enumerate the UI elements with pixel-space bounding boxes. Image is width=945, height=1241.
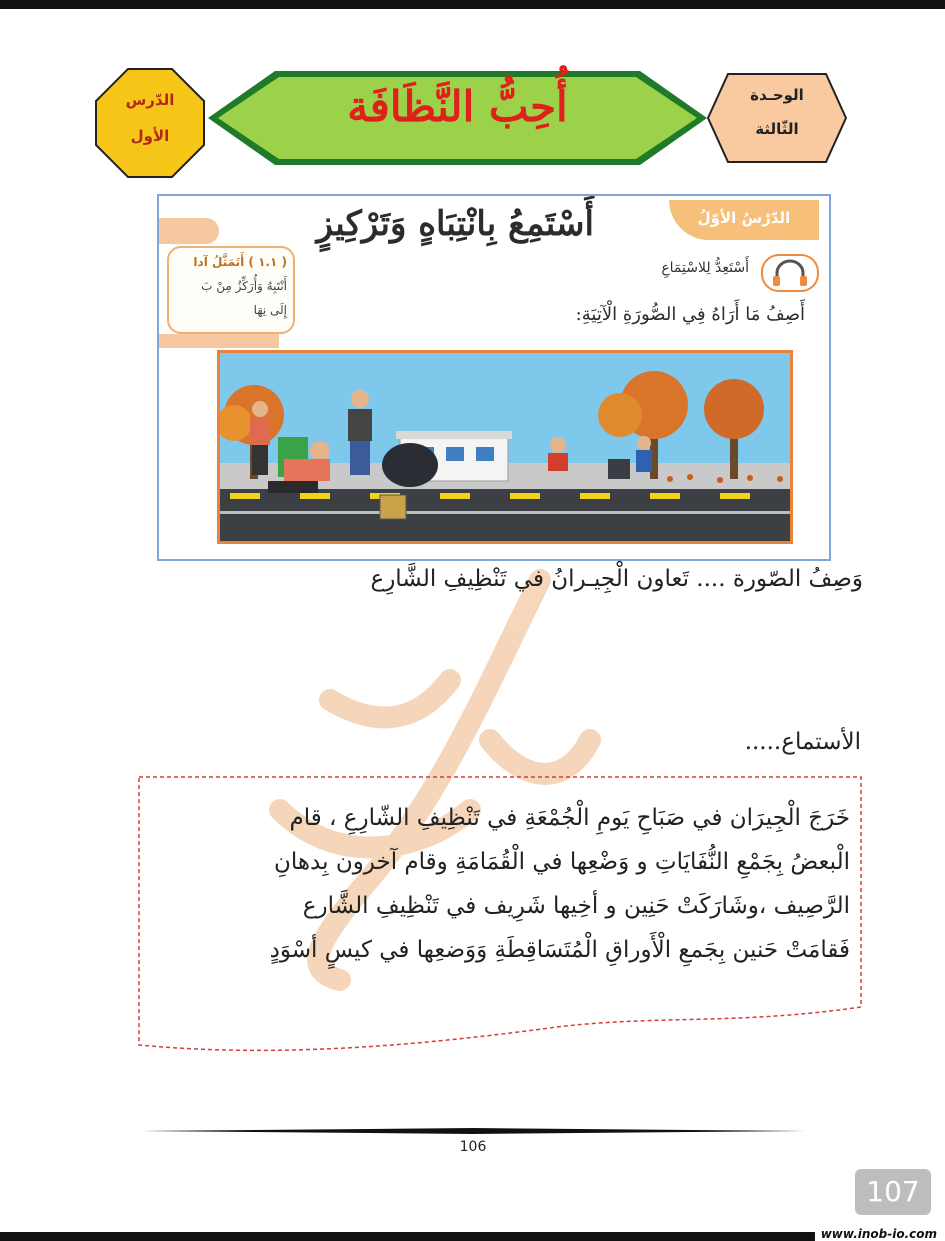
goal-title: ( ١.١ ) أَتَمَثَّلُ آدا (193, 255, 287, 269)
goal-line1: أَنْتَبِهُ وَأُرَكِّزُ مِنْ بَ (201, 279, 287, 293)
picture-description: وَصِفُ الصّورة .... تَعاون الْجِيـرانُ في تَنْظِيفِ الشَّارِع (370, 566, 863, 592)
unit-line2: الثّالثة (755, 120, 799, 138)
footer-rule (140, 1128, 806, 1134)
story-line-1: خَرَجَ الْجِيرَان في صَبَاحِ يَومِ الْجُمْعَةِ في تَنْظِيفِ الشّارِعِ ، قام (289, 805, 850, 831)
lesson-label (92, 82, 208, 154)
ready-to-listen: أَسْتَعِدُّ لِلاسْتِمَاعِ (661, 260, 749, 276)
lesson-ribbon: الدّرْسُ الأوّلُ (669, 200, 819, 240)
headphones-icon (761, 254, 819, 292)
listening-label: الأستماع..... (744, 729, 861, 755)
story-line-4: فَقامَتْ حَنين بِجَمعِ الْأَوراقِ الْمُتَسَاقِطَةِ وَوَضعِها في كيسٍ أسْوَدٍ (269, 937, 850, 963)
goal-box (167, 246, 295, 334)
excerpt-heading: أَسْتَمِعُ بِانْتِبَاهٍ وَتَرْكِيزٍ (316, 204, 594, 244)
story-text (150, 796, 850, 972)
decor-strip-bottom (159, 334, 279, 348)
describe-prompt: أَصِفُ مَا أَرَاهُ فِي الصُّورَةِ الْآتِيَةِ: (575, 304, 805, 325)
goal-line2: إِلَى نِهَا (253, 303, 287, 317)
site-url: www.inob-io.com (820, 1227, 937, 1241)
page-number: 106 (459, 1139, 487, 1155)
lesson-line1: الدّرس (125, 91, 175, 109)
street-cleaning-illustration (217, 350, 793, 544)
page-badge: 107 (855, 1169, 931, 1215)
decor-strip (159, 218, 219, 244)
story-line-3: الرَّصِيف ،وشَارَكَتْ حَنِين و أخِيها شَرِيف في تَنْظِيفِ الشَّارع (302, 893, 850, 919)
lesson-line2: الأول (130, 127, 170, 145)
story-line-2: الْبعضُ بِجَمْعِ النُّفَايَاتِ و وَضْعِها في الْقُمَامَةِ وقام آخرون بِدهانِ (274, 849, 850, 875)
unit-label (706, 78, 848, 146)
bottom-bar (0, 1232, 815, 1241)
top-bar (0, 0, 945, 9)
textbook-excerpt (157, 194, 831, 561)
page-title: أُحِبُّ النَّظَافَة (347, 82, 568, 131)
unit-line1: الوحـدة (750, 86, 804, 104)
